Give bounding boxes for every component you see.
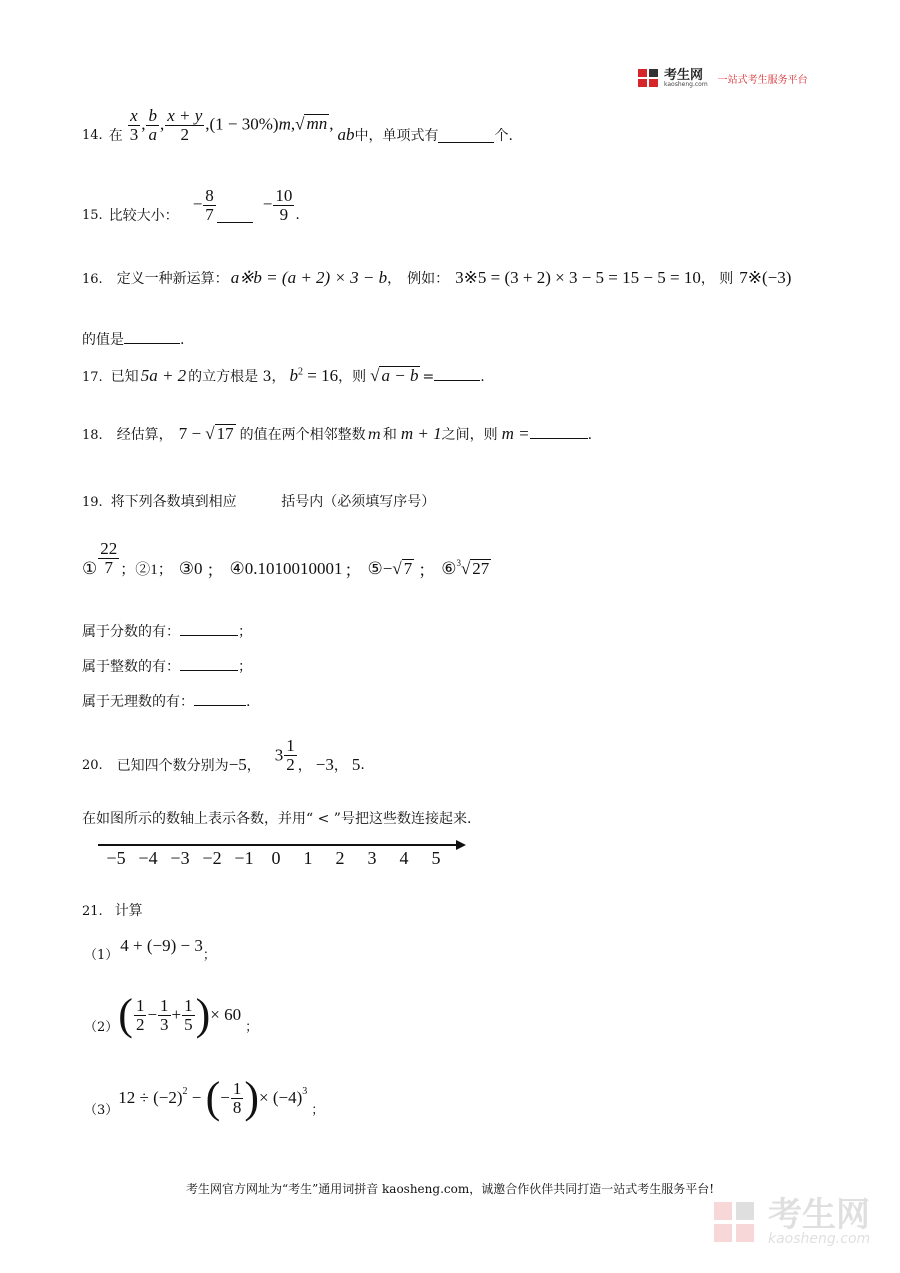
q19-sep3: ； [344, 561, 362, 580]
answer-blank[interactable] [180, 634, 238, 636]
sqrt-icon: √ [392, 558, 402, 578]
q18-lead: 经估算， [116, 427, 173, 443]
logo-text: 考生网 [664, 67, 704, 83]
answer-blank[interactable] [180, 669, 238, 671]
q19-row-fraction [82, 621, 252, 641]
q19-sep2: ； [206, 561, 224, 580]
q19-cube-index: 3 [456, 557, 461, 568]
q19-sep1: ；②1； [120, 562, 173, 578]
kaosheng-watermark-icon [712, 1198, 760, 1246]
answer-blank[interactable] [434, 379, 480, 381]
q16-comma: ， [387, 271, 402, 287]
q14-pct-expr: (1 − 30%) [209, 113, 279, 133]
axis-tick-label: −4 [138, 848, 158, 868]
axis-tick-label: −3 [170, 848, 190, 868]
q17-b: b [289, 366, 299, 385]
axis-tick-label: 2 [335, 848, 345, 868]
q18-mid1: 的值在两个相邻整数 [239, 427, 366, 443]
left-paren: ( [205, 1073, 221, 1122]
q19-row-label: 属于无理数的有： [82, 694, 194, 710]
q19-items [82, 536, 491, 581]
question-number: 14. [82, 127, 103, 143]
q14-sqrt-arg: mn [306, 113, 328, 133]
axis-tick-label: 3 [367, 848, 377, 868]
question-number: 17. [82, 370, 103, 385]
q17-expr1: 5a + 2 [140, 366, 187, 385]
q21-part-1 [84, 930, 216, 962]
question-21 [82, 900, 143, 920]
q17-end: . [480, 369, 485, 385]
question-number: 20. [82, 757, 103, 773]
number-line [96, 836, 468, 880]
sqrt-icon: √ [295, 113, 305, 133]
answer-blank[interactable] [194, 704, 246, 706]
sqrt-icon: √ [370, 366, 380, 385]
watermark [712, 1195, 871, 1247]
q21-p2-frac-1: $\frac{1}{2}$ [135, 995, 145, 1034]
q14-end: 个. [494, 128, 513, 144]
q14-m: m [278, 113, 291, 133]
q16-line2: 的值是 [82, 332, 124, 348]
q19-row-integer [82, 656, 252, 676]
q16-end: . [180, 332, 185, 348]
q18-sqrt-arg: 17 [216, 424, 234, 443]
q20-end: . [360, 757, 365, 773]
header-slogan: 一站式考生服务平台 [717, 74, 808, 86]
q21-part-3 [84, 1070, 324, 1126]
q21-p3-b: − [187, 1088, 206, 1107]
operator: + [171, 1005, 182, 1024]
minus-sign: − [192, 193, 203, 213]
question-number: 18. [82, 428, 103, 443]
q19-item3: ③0 [178, 558, 203, 578]
q19-row-irrational [82, 691, 250, 711]
q16-definition: a※b = (a + 2) × 3 − b [230, 268, 388, 287]
operator: − [147, 1005, 158, 1024]
q20-mixed: 3 $\frac{1}{2}$ [274, 735, 295, 774]
q21-p1-expr: 4 + (−9) − 3 [120, 936, 203, 955]
q15-frac-2: $\frac{10}{9}$ [275, 185, 293, 224]
q21-p2-frac-2: $\frac{1}{3}$ [160, 995, 169, 1034]
q19-sep4: ； [418, 561, 436, 580]
q19-row-end: ； [238, 624, 252, 640]
q21-p3-end: ； [311, 1102, 325, 1118]
q14-tail: 中，单项式有 [354, 128, 439, 144]
q20-v4: 5 [351, 755, 361, 774]
answer-blank[interactable] [124, 342, 180, 344]
question-number: 19. [82, 495, 103, 510]
minus-sign: − [220, 1088, 230, 1107]
q19-text: 将下列各数填到相应 括号内（必须填写序号） [110, 494, 436, 510]
footer-text: 考生网官方网址为“考生”通用词拼音 kaosheng.com，诚邀合作伙伴共同打造一站式考生服务平台! [185, 1182, 715, 1196]
axis-tick-label: 4 [399, 848, 409, 868]
q18-m: m [367, 427, 381, 443]
q21-part-2 [84, 988, 258, 1042]
logo-sub: kaosheng.com [664, 80, 708, 88]
q16-example: 3※5 = (3 + 2) × 3 − 5 = 15 − 5 = 10 [455, 268, 701, 287]
question-15 [82, 180, 300, 230]
q14-ab: ab [337, 125, 355, 144]
q18-expr2: m + 1 [400, 424, 442, 443]
question-18 [82, 424, 592, 444]
q19-row-end: ； [238, 659, 252, 675]
q18-expr3: m = [501, 424, 530, 443]
q19-frac: $\frac{22}{7}$ [100, 539, 118, 577]
q14-frac-2: $\frac{b}{a}$ [148, 105, 157, 144]
q17-then: ，则 [338, 369, 367, 385]
q19-row-end: . [246, 694, 251, 710]
watermark-sub: kaosheng.com [768, 1231, 871, 1247]
question-16 [82, 268, 791, 288]
q20-lead: 已知四个数分别为 [116, 758, 229, 774]
axis-tick-label: 1 [303, 848, 313, 868]
watermark-text: 考生网 [768, 1195, 870, 1235]
q20-instruction: 在如图所示的数轴上表示各数，并用“ < ”号把这些数连接起来. [82, 811, 472, 827]
q15-frac-1: $\frac{8}{7}$ [205, 185, 214, 224]
question-20 [82, 730, 365, 780]
q17-b-exp: 2 [298, 366, 304, 378]
q14-frac-1: $\frac{x}{3}$ [129, 105, 139, 144]
q18-mid2: 和 [382, 427, 397, 443]
q18-end: . [587, 427, 593, 443]
part-label: （2） [84, 1019, 119, 1035]
q19-item6: ⑥ [441, 558, 457, 578]
q21-p3-exp: 2 [182, 1086, 188, 1097]
q16-ask: 7※(−3) [739, 268, 792, 287]
q21-p3-c: × (−4) [259, 1088, 303, 1107]
axis-tick-label: −1 [234, 848, 254, 868]
q20-sep: ， [297, 758, 312, 774]
axis-tick-label: −2 [202, 848, 222, 868]
q18-expr: 7 − [178, 424, 206, 443]
minus-sign: − [262, 193, 273, 213]
q16-example-label: 例如： [407, 271, 450, 287]
q21-p3-exp: 3 [302, 1086, 308, 1097]
part-label: （3） [84, 1102, 119, 1118]
q17-lead: 已知 [110, 369, 139, 385]
q17-sqrt-arg: a − b [381, 366, 419, 385]
q15-end: . [295, 207, 300, 223]
right-paren: ) [195, 990, 211, 1039]
answer-blank[interactable] [217, 221, 253, 223]
q20-v3: −3 [315, 755, 334, 774]
part-label: （1） [84, 947, 119, 963]
q20-v1: −5 [228, 755, 247, 774]
q19-row-label: 属于分数的有： [82, 624, 180, 640]
answer-blank[interactable] [530, 437, 588, 439]
q21-p3-frac: $\frac{1}{8}$ [232, 1078, 242, 1117]
q19-cube-arg: 27 [472, 558, 490, 578]
left-paren: ( [118, 990, 133, 1039]
q14-lead: 在 [108, 128, 123, 144]
q21-p2-tail: × 60 [210, 1005, 242, 1024]
axis-tick-label: 5 [431, 848, 441, 868]
kaosheng-logo-icon [638, 68, 660, 88]
question-number: 15. [82, 207, 103, 223]
cube-root-icon: √ [460, 558, 471, 578]
axis-tick-label: 0 [271, 848, 281, 868]
answer-blank[interactable] [438, 141, 494, 143]
q16-then: ， 则 [700, 271, 734, 287]
q20-sep: ， [246, 758, 261, 774]
q21-p2-frac-3: $\frac{1}{5}$ [184, 995, 193, 1034]
question-19 [82, 491, 435, 511]
circled-1: ① [82, 558, 98, 578]
q17-eq: = [422, 369, 435, 385]
q17-mid: 的立方根是 3， [188, 369, 286, 385]
axis-tick-label: −5 [106, 848, 126, 868]
q21-p1-end: ； [202, 947, 216, 963]
q19-item4: ④0.1010010001 [229, 558, 343, 578]
q20-sep: ， [333, 758, 348, 774]
right-paren: ) [244, 1073, 260, 1122]
q21-p3-a: 12 ÷ (−2) [118, 1088, 183, 1107]
arrow-right-icon [456, 840, 466, 850]
q19-item5: ⑤− [367, 558, 393, 578]
q16-lead: 定义一种新运算： [116, 271, 229, 287]
q17-eq16: = 16 [303, 366, 339, 385]
q14-frac-3: $\frac{x + y}{2}$ [167, 105, 203, 144]
question-14: 14. 在 $\frac{x}{3}$ , $\frac{b}{a}$ , $\frac{x + y}{2}$ ,(1 − 30%)m,√ mn , ab 中，单项式有 个. [82, 105, 513, 144]
question-16-line2 [82, 329, 184, 349]
q21-title: 计算 [114, 903, 143, 919]
q15-lead: 比较大小： [108, 208, 179, 224]
q18-mid3: 之间，则 [441, 427, 498, 443]
question-number: 16. [82, 272, 103, 287]
q19-row-label: 属于整数的有： [82, 659, 180, 675]
q19-sqrt7: 7 [403, 558, 413, 578]
question-17 [82, 366, 485, 386]
q21-p2-end: ； [245, 1019, 259, 1035]
sqrt-icon: √ [205, 424, 215, 443]
header-logo [638, 68, 808, 88]
question-number: 21. [82, 904, 103, 919]
